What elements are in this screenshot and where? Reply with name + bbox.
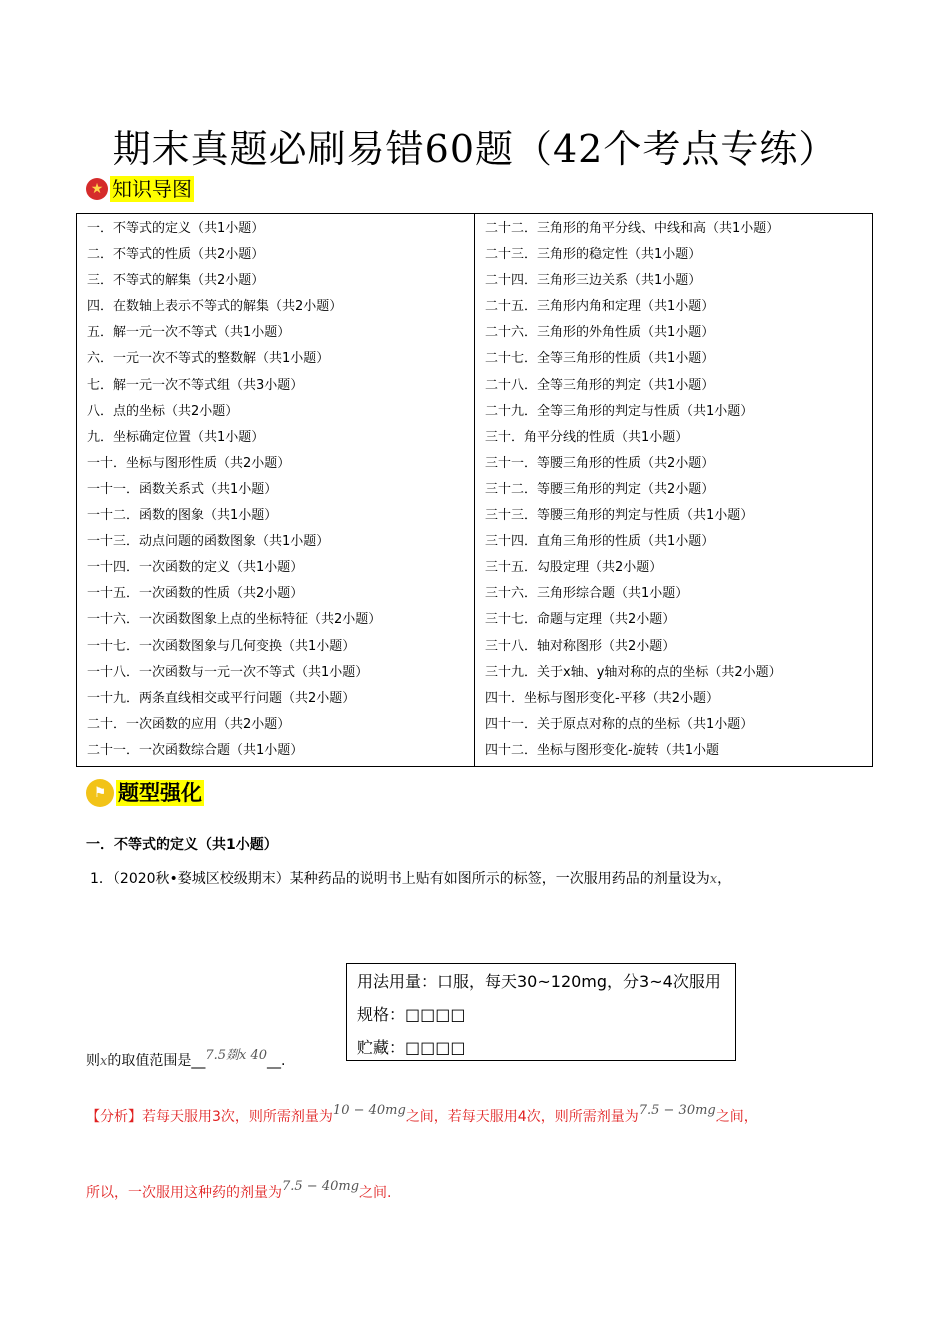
medicine-label-box — [346, 963, 736, 1061]
answer-value: 7.5剟x 40 — [205, 1048, 268, 1063]
label-dosage-line: 用法用量：口服，每天30~120mg，分3~4次服用 — [357, 972, 721, 991]
toc-item: 三十五．勾股定理（共2小题） — [485, 560, 663, 576]
answer-line — [86, 1050, 285, 1070]
toc-item: 八．点的坐标（共2小题） — [87, 403, 239, 419]
toc-item: 二．不等式的性质（共2小题） — [87, 247, 265, 263]
toc-item: 四十．坐标与图形变化-平移（共2小题） — [485, 690, 719, 706]
analysis-line-2 — [86, 1179, 392, 1202]
label-spec-line: 规格：□□□□ — [357, 1005, 466, 1024]
toc-item: 六．一元一次不等式的整数解（共1小题） — [87, 351, 330, 367]
section-heading-knowledge-map — [86, 176, 194, 202]
toc-item: 三十九．关于x轴、y轴对称的点的坐标（共2小题） — [485, 664, 782, 680]
analysis-line-1 — [86, 1103, 758, 1126]
answer-prefix: 则 — [86, 1053, 100, 1069]
toc-item: 三十三．等腰三角形的判定与性质（共1小题） — [485, 508, 754, 524]
analysis-text-3: 之间， — [715, 1109, 758, 1125]
toc-item: 一十八．一次函数与一元一次不等式（共1小题） — [87, 664, 369, 680]
section-heading-practice — [86, 779, 204, 807]
flag-badge-icon: ⚑ — [86, 779, 114, 807]
answer-variable: x — [100, 1054, 108, 1069]
toc-item: 一十九．两条直线相交或平行问题（共2小题） — [87, 690, 356, 706]
analysis-math-3: 7.5 − 40mg — [282, 1179, 360, 1194]
toc-item: 二十．一次函数的应用（共2小题） — [87, 716, 291, 732]
section-heading-text: 题型强化 — [118, 781, 202, 805]
toc-item: 二十八．全等三角形的判定（共1小题） — [485, 377, 715, 393]
toc-item: 三十四．直角三角形的性质（共1小题） — [485, 534, 715, 550]
toc-item: 三．不等式的解集（共2小题） — [87, 273, 265, 289]
subsection-title: 一．不等式的定义（共1小题） — [86, 837, 278, 853]
analysis-tag: 【分析】 — [86, 1109, 142, 1125]
toc-item: 三十七．命题与定理（共2小题） — [485, 612, 676, 628]
toc-item: 三十八．轴对称图形（共2小题） — [485, 638, 676, 654]
toc-item: 一十一．函数关系式（共1小题） — [87, 481, 278, 497]
toc-right-column — [475, 214, 873, 767]
question-variable: x — [709, 872, 718, 887]
toc-item: 一十二．函数的图象（共1小题） — [87, 508, 278, 524]
page-title: 期末真题必刷易错60题（42个考点专练） — [112, 127, 838, 171]
answer-end: __. — [267, 1053, 286, 1069]
toc-item: 一十四．一次函数的定义（共1小题） — [87, 560, 304, 576]
toc-item: 一十六．一次函数图象上点的坐标特征（共2小题） — [87, 612, 382, 628]
toc-item: 二十一．一次函数综合题（共1小题） — [87, 742, 304, 758]
toc-item: 一十．坐标与图形性质（共2小题） — [87, 455, 291, 471]
toc-item: 三十．角平分线的性质（共1小题） — [485, 429, 689, 445]
toc-item: 五．解一元一次不等式（共1小题） — [87, 325, 291, 341]
toc-item: 一十五．一次函数的性质（共2小题） — [87, 586, 304, 602]
toc-item: 二十六．三角形的外角性质（共1小题） — [485, 325, 715, 341]
analysis-text-2: 之间，若每天服用4次，则所需剂量为 — [405, 1109, 639, 1125]
toc-item: 三十一．等腰三角形的性质（共2小题） — [485, 455, 715, 471]
analysis-math-2: 7.5 − 30mg — [638, 1103, 716, 1118]
toc-item: 二十九．全等三角形的判定与性质（共1小题） — [485, 403, 754, 419]
analysis-text-4: 所以，一次服用这种药的剂量为 — [86, 1185, 282, 1201]
question-stem-text: 1．（2020秋•婺城区校级期末）某种药品的说明书上贴有如图所示的标签，一次服用药品的剂量设为 — [90, 871, 710, 887]
analysis-text-1: 若每天服用3次，则所需剂量为 — [142, 1109, 333, 1125]
toc-item: 四．在数轴上表示不等式的解集（共2小题） — [87, 299, 343, 315]
star-badge-icon: ★ — [86, 178, 108, 200]
toc-item: 一十七．一次函数图象与几何变换（共1小题） — [87, 638, 356, 654]
analysis-math-1: 10 − 40mg — [332, 1103, 406, 1118]
toc-item: 三十六．三角形综合题（共1小题） — [485, 586, 689, 602]
toc-item: 二十五．三角形内角和定理（共1小题） — [485, 299, 715, 315]
toc-item: 三十二．等腰三角形的判定（共2小题） — [485, 481, 715, 497]
toc-item: 一十三．动点问题的函数图象（共1小题） — [87, 534, 330, 550]
toc-item: 九．坐标确定位置（共1小题） — [87, 429, 265, 445]
analysis-text-5: 之间. — [359, 1185, 392, 1201]
label-storage-line: 贮藏：□□□□ — [357, 1038, 466, 1057]
toc-item: 七．解一元一次不等式组（共3小题） — [87, 377, 304, 393]
toc-left-column — [77, 214, 475, 767]
question-stem — [90, 868, 731, 888]
knowledge-map-table — [76, 213, 873, 767]
toc-item: 二十三．三角形的稳定性（共1小题） — [485, 247, 702, 263]
answer-mid: 的取值范围是__ — [107, 1053, 206, 1069]
section-heading-text: 知识导图 — [112, 177, 192, 201]
toc-item: 四十二．坐标与图形变化-旋转（共1小题 — [485, 742, 719, 758]
toc-item: 四十一．关于原点对称的点的坐标（共1小题） — [485, 716, 754, 732]
toc-item: 二十四．三角形三边关系（共1小题） — [485, 273, 702, 289]
toc-item: 一．不等式的定义（共1小题） — [87, 221, 265, 236]
question-stem-end: ， — [717, 871, 732, 887]
toc-item: 二十二．三角形的角平分线、中线和高（共1小题） — [485, 221, 780, 236]
toc-item: 二十七．全等三角形的性质（共1小题） — [485, 351, 715, 367]
